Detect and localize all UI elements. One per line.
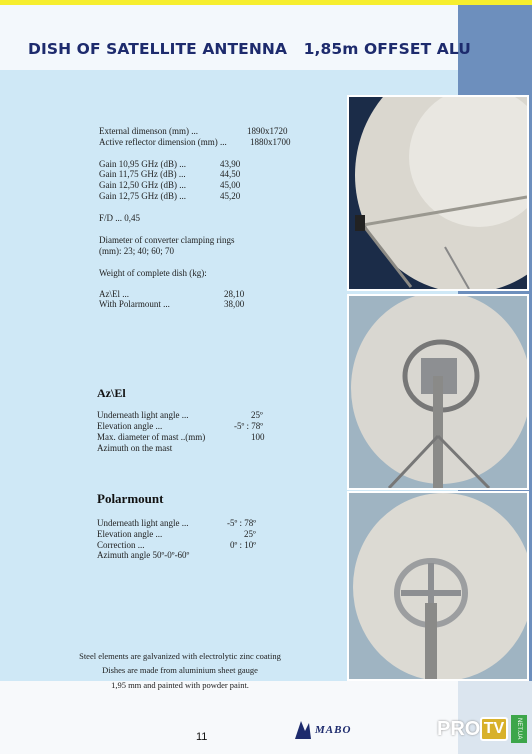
page-title: DISH OF SATELLITE ANTENNA 1,85m OFFSET ALU bbox=[28, 40, 471, 58]
spec-value: 25º bbox=[244, 529, 256, 539]
footnote-line: 1,95 mm and painted with powder paint. bbox=[111, 680, 249, 690]
spec-label: Elevation angle ... bbox=[97, 421, 163, 431]
spec-value: 1890x1720 bbox=[247, 126, 288, 136]
spec-value: 0º : 10º bbox=[230, 540, 257, 550]
spec-value: 45,20 bbox=[220, 191, 241, 201]
spec-label: Gain 11,75 GHz (dB) ... bbox=[99, 169, 186, 179]
spec-label: Max. diameter of mast ..(mm) bbox=[97, 432, 206, 442]
spec-label: With Polarmount ... bbox=[99, 299, 170, 309]
protv-watermark bbox=[435, 715, 529, 745]
spec-rings-line1: Diameter of converter clamping rings bbox=[99, 235, 235, 245]
spec-fd: F/D ... 0,45 bbox=[99, 213, 141, 223]
spec-rings-line2: (mm): 23; 40; 60; 70 bbox=[99, 246, 174, 256]
spec-value: 1880x1700 bbox=[250, 137, 291, 147]
spec-label: Underneath light angle ... bbox=[97, 410, 189, 420]
spec-value: -5º : 78º bbox=[227, 518, 257, 528]
spec-label: Gain 12,75 GHz (dB) ... bbox=[99, 191, 186, 201]
footnote-line: Dishes are made from aluminium sheet gauge bbox=[102, 665, 258, 675]
spec-label: Gain 10,95 GHz (dB) ... bbox=[99, 159, 186, 169]
mabo-logo-text: MABO bbox=[315, 724, 352, 736]
dish-front-illustration bbox=[349, 97, 527, 289]
spec-value: 25º bbox=[251, 410, 263, 420]
dish-azel-illustration bbox=[349, 296, 527, 488]
dish-photo-azel-mount bbox=[347, 294, 529, 490]
azel-heading: Az\El bbox=[97, 386, 126, 400]
watermark-tv: TV bbox=[480, 717, 508, 741]
spec-weight-label: Weight of complete dish (kg): bbox=[99, 268, 207, 278]
page-footer bbox=[0, 681, 458, 754]
spec-label: External dimenson (mm) ... bbox=[99, 126, 198, 136]
spec-label: Gain 12,50 GHz (dB) ... bbox=[99, 180, 186, 190]
spec-value: 45,00 bbox=[220, 180, 241, 190]
dish-photo-polarmount bbox=[347, 491, 529, 681]
spec-value: 100 bbox=[251, 432, 265, 442]
mabo-logo bbox=[293, 719, 383, 743]
spec-value: 43,90 bbox=[220, 159, 241, 169]
watermark-net: NET.UA bbox=[511, 715, 527, 743]
mabo-logo-icon bbox=[293, 719, 313, 741]
spec-value: 28,10 bbox=[224, 289, 245, 299]
footnote-line: Steel elements are galvanized with electrolytic zinc coating bbox=[79, 651, 281, 661]
spec-label: Azimuth on the mast bbox=[97, 443, 173, 453]
spec-label: Elevation angle ... bbox=[97, 529, 163, 539]
dish-polarmount-illustration bbox=[349, 493, 527, 679]
spec-value: -5º : 78º bbox=[234, 421, 264, 431]
spec-value: 44,50 bbox=[220, 169, 241, 179]
spec-label: Active reflector dimension (mm) ... bbox=[99, 137, 227, 147]
polarmount-heading: Polarmount bbox=[97, 491, 164, 506]
spec-label: Underneath light angle ... bbox=[97, 518, 189, 528]
watermark-pro: PRO bbox=[437, 718, 481, 740]
spec-label: Az\El ... bbox=[99, 289, 129, 299]
spec-label: Correction ... bbox=[97, 540, 145, 550]
page-number: 11 bbox=[196, 731, 208, 743]
spec-value: 38,00 bbox=[224, 299, 245, 309]
dish-photo-front bbox=[347, 95, 529, 291]
spec-label: Azimuth angle 50º-0º-60º bbox=[97, 550, 190, 560]
